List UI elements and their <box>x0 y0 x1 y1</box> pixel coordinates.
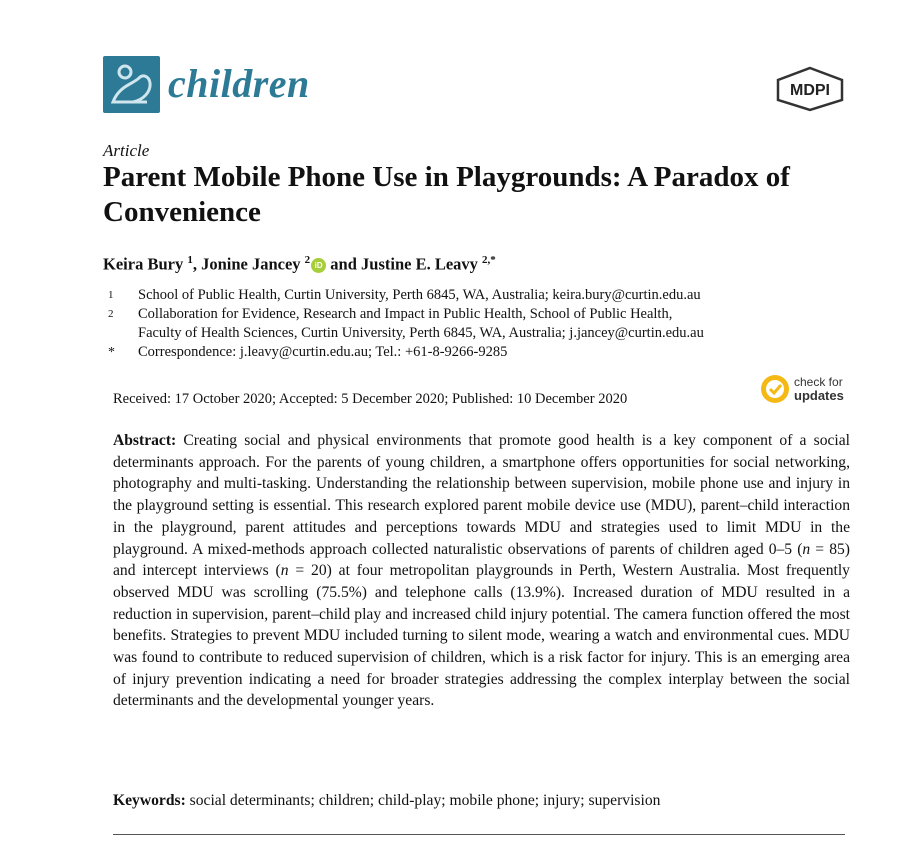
abstract-text-1: Creating social and physical environments that promote good health is a key component of a social determinants approach. For the parents of young children, a smartphone offers opportunities for social networking, photography and multi-tasking. Understanding the relationship between supervision, mobile phone use and injury in the playground setting is essential. This research explored parent mobile device use (MDU), parent–child interaction in the playground, parent attitudes and perceptions towards MDU and strategies used to limit MDU in the playground. A mixed-methods approach collected naturalistic observations of parents of children aged 0–5 ( <box>113 432 850 558</box>
affiliation-text <box>138 343 507 362</box>
abstract-text-2: = 85) and intercept interviews ( <box>113 540 850 580</box>
abstract <box>113 430 850 712</box>
abstract-n-symbol: n <box>802 540 811 558</box>
divider <box>113 834 845 835</box>
affiliation-line: Faculty of Health Sciences, Curtin University, Perth 6845, WA, Australia; j.jancey@curtin.edu.au <box>138 325 704 341</box>
check-updates-line2: updates <box>794 387 844 403</box>
affiliation-mark: * <box>108 345 115 360</box>
author-name: Justine E. Leavy <box>361 254 478 274</box>
check-for-updates-badge[interactable] <box>760 374 844 404</box>
correspondence-item <box>108 343 704 362</box>
author-separator: and <box>326 254 362 274</box>
orcid-icon[interactable]: iD <box>311 258 326 273</box>
article-title: Parent Mobile Phone Use in Playgrounds: A Paradox of Convenience <box>103 161 790 228</box>
author-affil-mark: 1 <box>187 254 193 266</box>
mdpi-logo <box>775 66 845 112</box>
affiliation-text <box>138 286 701 305</box>
affiliation-item <box>108 305 704 343</box>
keywords <box>113 792 660 810</box>
check-updates-line1: check for <box>794 374 843 389</box>
journal-logo <box>103 56 160 113</box>
author-separator: , <box>192 254 202 274</box>
abstract-n-symbol: n <box>280 562 289 580</box>
publisher-name: MDPI <box>790 82 830 99</box>
author-affil-mark: 2 <box>304 254 311 266</box>
affiliation-text <box>138 305 704 343</box>
child-figure-icon <box>103 56 160 113</box>
affiliation-line: Collaboration for Evidence, Research and Impact in Public Health, School of Public Health, <box>138 306 673 322</box>
article-type: Article <box>103 141 150 160</box>
author-name: Keira Bury <box>103 254 184 274</box>
affiliation-line: Correspondence: j.leavy@curtin.edu.au; Tel.: +61-8-9266-9285 <box>138 344 508 360</box>
author-name: Jonine Jancey <box>201 254 301 274</box>
affiliation-mark: 2 <box>108 308 114 320</box>
author-affil-mark: 2,* <box>482 254 496 266</box>
publication-dates: Received: 17 October 2020; Accepted: 5 December 2020; Published: 10 December 2020 <box>113 391 628 407</box>
journal-name: children <box>168 61 310 106</box>
keywords-label: Keywords: <box>113 792 186 809</box>
abstract-text-3: = 20) at four metropolitan playgrounds in Perth, Western Australia. Most frequently observed MDU was scrolling (75.5%) and telephone calls (13.9%). Increased duration of MDU resulted in a reduction in supervision, parent–child play and increased child injury potential. The camera function offered the most benefits. Strategies to prevent MDU included turning to silent mode, wearing a watch and environmental cues. MDU was found to contribute to reduced supervision of children, which is a risk factor for injury. This is an emerging area of injury prevention indicating a need for broader strategies addressing the complex interplay between the social determinants and the developmental younger years. <box>113 562 850 710</box>
affiliations <box>108 286 704 362</box>
affiliation-item <box>108 286 704 305</box>
abstract-label: Abstract: <box>113 432 177 449</box>
affiliation-line: School of Public Health, Curtin University, Perth 6845, WA, Australia; keira.bury@curtin.edu.au <box>138 287 701 303</box>
affiliation-mark: 1 <box>108 289 114 301</box>
check-updates-icon <box>760 374 790 404</box>
keywords-text: social determinants; children; child-play; mobile phone; injury; supervision <box>185 792 661 809</box>
author-list <box>103 254 496 275</box>
